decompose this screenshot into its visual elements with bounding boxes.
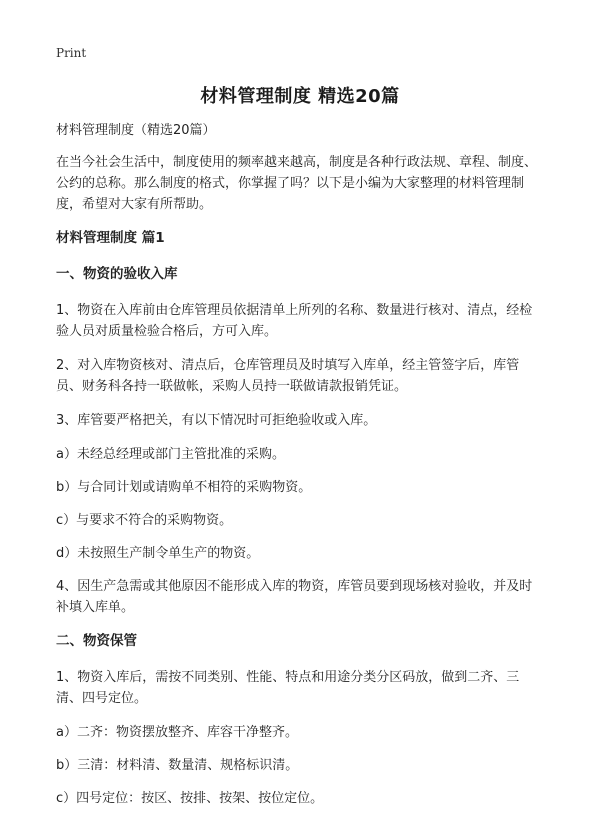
document-body xyxy=(56,120,544,821)
chapter-title: 材料管理制度 篇1 xyxy=(56,230,165,246)
paragraph: 1、物资在入库前由仓库管理员依据清单上所列的名称、数量进行核对、清点，经检验人员对质量检验合格后，方可入库。 xyxy=(56,303,533,339)
list-item: b）与合同计划或请购单不相符的采购物资。 xyxy=(56,480,312,495)
list-item: a）未经总经理或部门主管批准的采购。 xyxy=(56,447,285,462)
print-label: Print xyxy=(56,46,87,60)
list-item: c）四号定位：按区、按排、按架、按位定位。 xyxy=(56,791,324,806)
section-heading-receiving: 一、物资的验收入库 xyxy=(56,266,178,282)
document-subtitle: 材料管理制度（精选20篇） xyxy=(56,123,216,138)
paragraph: 3、库管要严格把关，有以下情况时可拒绝验收或入库。 xyxy=(56,413,377,428)
list-item: c）与要求不符合的采购物资。 xyxy=(56,513,233,528)
intro-paragraph: 在当今社会生活中，制度使用的频率越来越高，制度是各种行政法规、章程、制度、公约的总称。那么制度的格式，你掌握了吗？以下是小编为大家整理的材料管理制度，希望对大家有所帮助。 xyxy=(56,155,538,212)
list-item: a）二齐：物资摆放整齐、库容干净整齐。 xyxy=(56,725,298,740)
list-item: d）未按照生产制令单生产的物资。 xyxy=(56,546,260,561)
page-title: 材料管理制度 精选20篇 xyxy=(200,86,400,107)
paragraph: 2、对入库物资核对、清点后，仓库管理员及时填写入库单，经主管签字后，库管员、财务科各持一联做帐，采购人员持一联做请款报销凭证。 xyxy=(56,358,520,394)
list-item: b）三清：材料清、数量清、规格标识清。 xyxy=(56,758,299,773)
paragraph: 1、物资入库后，需按不同类别、性能、特点和用途分类分区码放，做到二齐、三清、四号定位。 xyxy=(56,670,520,706)
paragraph: 4、因生产急需或其他原因不能形成入库的物资，库管员要到现场核对验收，并及时补填入库单。 xyxy=(56,579,533,615)
section-heading-storage: 二、物资保管 xyxy=(56,633,137,649)
